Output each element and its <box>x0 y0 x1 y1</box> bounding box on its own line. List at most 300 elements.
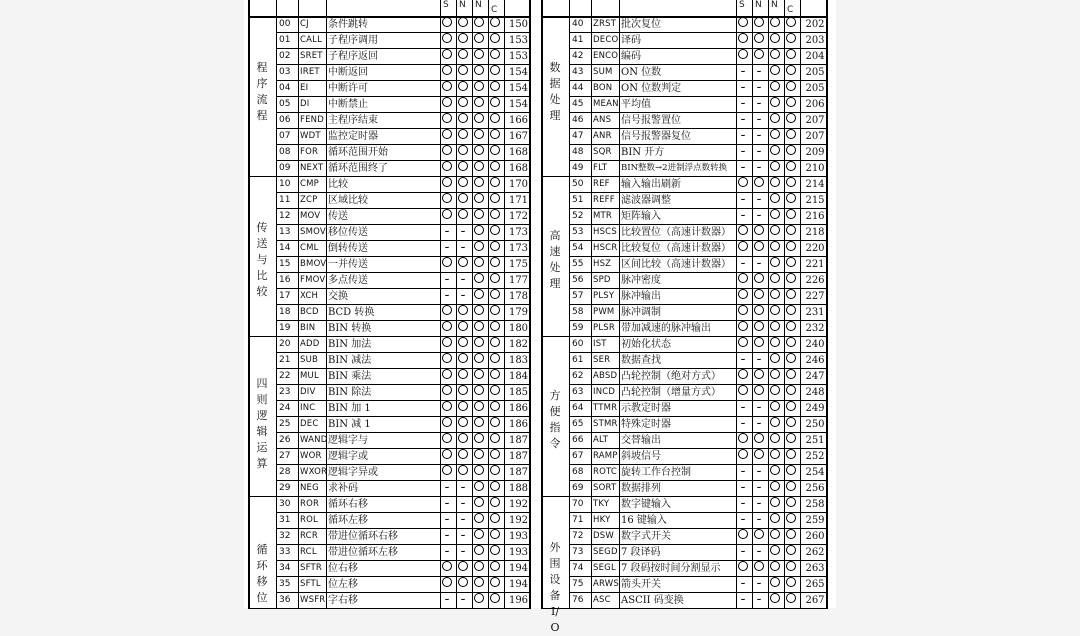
instruction-description: 区域比较 <box>328 195 368 206</box>
mnemonic: INC <box>300 403 316 413</box>
instruction-row <box>276 97 531 113</box>
mnemonic: ZCP <box>300 195 318 205</box>
supported-circle-icon <box>458 417 468 427</box>
supported-circle-icon <box>490 545 500 555</box>
fnc-number: 75 <box>572 579 584 589</box>
instruction-row <box>569 113 828 129</box>
not-supported-dash: – <box>756 195 762 205</box>
fnc-number: 32 <box>279 531 291 541</box>
supported-circle-icon <box>474 225 484 235</box>
mnemonic: ARWS <box>593 579 619 589</box>
not-supported-dash: – <box>460 515 466 525</box>
instruction-row <box>569 353 828 369</box>
supported-circle-icon <box>786 49 796 59</box>
supported-circle-icon <box>458 193 468 203</box>
page-number: 252 <box>805 451 825 462</box>
instruction-description: 中断返回 <box>328 67 368 78</box>
instruction-description: 平均值 <box>621 99 651 110</box>
supported-circle-icon <box>786 577 796 587</box>
instruction-description: 7 段译码 <box>621 547 661 558</box>
supported-circle-icon <box>474 593 484 603</box>
mnemonic: ZRST <box>593 19 617 29</box>
page-number: 248 <box>805 387 825 398</box>
mnemonic: SPD <box>593 275 611 285</box>
instruction-row <box>276 561 531 577</box>
supported-circle-icon <box>458 257 468 267</box>
supported-circle-icon <box>442 113 452 123</box>
page-number: 173 <box>508 227 529 238</box>
supported-circle-icon <box>786 193 796 203</box>
supported-circle-icon <box>442 17 452 27</box>
mnemonic: ABSD <box>593 371 618 381</box>
not-supported-dash: – <box>444 227 450 237</box>
page-number: 188 <box>508 483 529 494</box>
supported-circle-icon <box>770 177 780 187</box>
category-cell <box>248 17 276 177</box>
supported-circle-icon <box>490 337 500 347</box>
supported-circle-icon <box>786 65 796 75</box>
page-number: 186 <box>508 403 529 414</box>
instruction-row <box>276 465 531 481</box>
mnemonic: HKY <box>593 515 611 525</box>
mnemonic: IRET <box>300 67 320 77</box>
supported-circle-icon <box>442 321 452 331</box>
not-supported-dash: – <box>740 147 746 157</box>
not-supported-dash: – <box>756 67 762 77</box>
fnc-number: 62 <box>572 371 584 381</box>
instruction-row <box>569 577 828 593</box>
fnc-number: 66 <box>572 435 584 445</box>
instruction-row <box>569 401 828 417</box>
fnc-number: 59 <box>572 323 584 333</box>
page-number: 204 <box>805 51 825 62</box>
fnc-number: 33 <box>279 547 291 557</box>
supported-circle-icon <box>786 369 796 379</box>
supported-circle-icon <box>770 481 780 491</box>
fnc-number: 04 <box>279 83 291 93</box>
supported-circle-icon <box>754 241 764 251</box>
instruction-description: 输入输出刷新 <box>621 179 681 190</box>
not-supported-dash: – <box>756 499 762 509</box>
supported-circle-icon <box>474 113 484 123</box>
mnemonic: WSFR <box>300 595 326 605</box>
not-supported-dash: – <box>460 291 466 301</box>
page-number: 184 <box>508 371 529 382</box>
fnc-number: 35 <box>279 579 291 589</box>
supported-circle-icon <box>754 385 764 395</box>
instruction-row <box>276 593 531 609</box>
page-number: 194 <box>508 579 529 590</box>
supported-circle-icon <box>442 193 452 203</box>
page-number: 183 <box>508 355 529 366</box>
not-supported-dash: – <box>740 355 746 365</box>
supported-circle-icon <box>474 241 484 251</box>
category-label: 数据处理 <box>549 61 561 122</box>
fnc-number: 76 <box>572 595 584 605</box>
table-border <box>248 0 250 608</box>
supported-circle-icon <box>474 449 484 459</box>
supported-circle-icon <box>490 193 500 203</box>
column-rule <box>504 0 505 608</box>
fnc-number: 47 <box>572 131 584 141</box>
supported-circle-icon <box>754 321 764 331</box>
header-flag-letter: S <box>739 0 745 10</box>
mnemonic: RAMP <box>593 451 618 461</box>
fnc-number: 26 <box>279 435 291 445</box>
page-number: 215 <box>805 195 825 206</box>
fnc-number: 49 <box>572 163 584 173</box>
supported-circle-icon <box>490 481 500 491</box>
category-cell <box>541 177 569 337</box>
not-supported-dash: – <box>740 515 746 525</box>
supported-circle-icon <box>770 513 780 523</box>
fnc-number: 40 <box>572 19 584 29</box>
supported-circle-icon <box>490 113 500 123</box>
instruction-row <box>569 241 828 257</box>
supported-circle-icon <box>458 113 468 123</box>
instruction-row <box>276 497 531 513</box>
supported-circle-icon <box>474 401 484 411</box>
column-rule <box>456 0 457 608</box>
page-number: 205 <box>805 83 825 94</box>
mnemonic: ADD <box>300 339 320 349</box>
not-supported-dash: – <box>444 595 450 605</box>
supported-circle-icon <box>786 513 796 523</box>
mnemonic: BIN <box>300 323 316 333</box>
fnc-number: 20 <box>279 339 291 349</box>
mnemonic: ROR <box>300 499 320 509</box>
category-label: 传送与比较 <box>256 221 268 298</box>
mnemonic: WDT <box>300 131 321 141</box>
instruction-description: 滤波器调整 <box>621 195 671 206</box>
mnemonic: DIV <box>300 387 316 397</box>
supported-circle-icon <box>474 257 484 267</box>
instruction-description: 矩阵输入 <box>621 211 661 222</box>
instruction-description: BIN 除法 <box>328 387 372 398</box>
fnc-number: 22 <box>279 371 291 381</box>
instruction-row <box>569 129 828 145</box>
supported-circle-icon <box>474 289 484 299</box>
left-instruction-table <box>248 0 531 608</box>
instruction-description: 传送 <box>328 211 348 222</box>
supported-circle-icon <box>490 145 500 155</box>
instruction-description: 交换 <box>328 291 348 302</box>
mnemonic: BON <box>593 83 613 93</box>
mnemonic: ANS <box>593 115 612 125</box>
instruction-description: 位左移 <box>328 579 358 590</box>
instruction-description: 箭头开关 <box>621 579 661 590</box>
supported-circle-icon <box>490 401 500 411</box>
not-supported-dash: – <box>444 275 450 285</box>
page-number: 256 <box>805 483 825 494</box>
fnc-number: 11 <box>279 195 291 205</box>
supported-circle-icon <box>738 49 748 59</box>
supported-circle-icon <box>770 129 780 139</box>
supported-circle-icon <box>770 161 780 171</box>
supported-circle-icon <box>474 161 484 171</box>
page-number: 187 <box>508 467 529 478</box>
supported-circle-icon <box>490 449 500 459</box>
instruction-description: 一并传送 <box>328 259 368 270</box>
page-number: 210 <box>805 163 825 174</box>
instruction-row <box>276 401 531 417</box>
supported-circle-icon <box>442 209 452 219</box>
instruction-description: 带进位循环右移 <box>328 531 398 542</box>
instruction-description: 比较复位（高速计数器） <box>621 243 731 254</box>
instruction-row <box>276 305 531 321</box>
mnemonic: EI <box>300 83 309 93</box>
supported-circle-icon <box>738 177 748 187</box>
supported-circle-icon <box>474 65 484 75</box>
supported-circle-icon <box>490 289 500 299</box>
supported-circle-icon <box>770 337 780 347</box>
mnemonic: STMR <box>593 419 618 429</box>
instruction-description: 比较置位（高速计数器） <box>621 227 731 238</box>
page-number: 170 <box>508 179 529 190</box>
instruction-description: 译码 <box>621 35 641 46</box>
instruction-description: 脉冲调制 <box>621 307 661 318</box>
instruction-description: 初始化状态 <box>621 339 671 350</box>
fnc-number: 23 <box>279 387 291 397</box>
supported-circle-icon <box>458 97 468 107</box>
mnemonic: SUB <box>300 355 319 365</box>
instruction-row <box>569 145 828 161</box>
fnc-number: 05 <box>279 99 291 109</box>
supported-circle-icon <box>786 97 796 107</box>
page-number: 177 <box>508 275 529 286</box>
instruction-row <box>569 561 828 577</box>
mnemonic: ROTC <box>593 467 618 477</box>
supported-circle-icon <box>786 465 796 475</box>
supported-circle-icon <box>754 369 764 379</box>
supported-circle-icon <box>770 257 780 267</box>
mnemonic: NEG <box>300 483 319 493</box>
instruction-description: 位右移 <box>328 563 358 574</box>
not-supported-dash: – <box>460 547 466 557</box>
instruction-row <box>569 481 828 497</box>
supported-circle-icon <box>458 465 468 475</box>
page-number: 226 <box>805 275 825 286</box>
supported-circle-icon <box>442 401 452 411</box>
header-flag-letter: C <box>491 5 498 15</box>
not-supported-dash: – <box>460 243 466 253</box>
supported-circle-icon <box>442 449 452 459</box>
mnemonic: REF <box>593 179 610 189</box>
mnemonic: WOR <box>300 451 322 461</box>
not-supported-dash: – <box>756 403 762 413</box>
instruction-row <box>569 161 828 177</box>
mnemonic: SEGD <box>593 547 618 557</box>
mnemonic: FOR <box>300 147 319 157</box>
supported-circle-icon <box>754 17 764 27</box>
fnc-number: 31 <box>279 515 291 525</box>
supported-circle-icon <box>770 193 780 203</box>
not-supported-dash: – <box>740 467 746 477</box>
supported-circle-icon <box>442 161 452 171</box>
instruction-description: 16 键输入 <box>621 515 667 526</box>
not-supported-dash: – <box>756 131 762 141</box>
fnc-number: 70 <box>572 499 584 509</box>
page-number: 150 <box>508 19 529 30</box>
mnemonic: HSCR <box>593 243 618 253</box>
mnemonic: SFTR <box>300 563 323 573</box>
instruction-description: 子程序返回 <box>328 51 378 62</box>
fnc-number: 65 <box>572 419 584 429</box>
instruction-row <box>276 273 531 289</box>
instruction-description: 编码 <box>621 51 641 62</box>
page-number: 196 <box>508 595 529 606</box>
supported-circle-icon <box>786 481 796 491</box>
instruction-row <box>276 513 531 529</box>
supported-circle-icon <box>770 241 780 251</box>
instruction-description: 批次复位 <box>621 19 661 30</box>
supported-circle-icon <box>786 593 796 603</box>
supported-circle-icon <box>786 561 796 571</box>
instruction-row <box>276 225 531 241</box>
page-number: 251 <box>805 435 825 446</box>
mnemonic: SER <box>593 355 611 365</box>
instruction-row <box>276 17 531 33</box>
instruction-row <box>569 513 828 529</box>
supported-circle-icon <box>442 81 452 91</box>
instruction-row <box>569 369 828 385</box>
page-number: 206 <box>805 99 825 110</box>
page-number: 185 <box>508 387 529 398</box>
fnc-number: 52 <box>572 211 584 221</box>
not-supported-dash: – <box>740 99 746 109</box>
mnemonic: DECO <box>593 35 619 45</box>
not-supported-dash: – <box>444 531 450 541</box>
instruction-row <box>569 385 828 401</box>
supported-circle-icon <box>442 49 452 59</box>
supported-circle-icon <box>786 433 796 443</box>
mnemonic: BMOV <box>300 259 327 269</box>
supported-circle-icon <box>490 321 500 331</box>
mnemonic: SORT <box>593 483 617 493</box>
supported-circle-icon <box>474 433 484 443</box>
supported-circle-icon <box>770 209 780 219</box>
fnc-number: 12 <box>279 211 291 221</box>
instruction-description: 逻辑字或 <box>328 451 368 462</box>
supported-circle-icon <box>754 33 764 43</box>
category-cell <box>541 497 569 634</box>
supported-circle-icon <box>786 273 796 283</box>
supported-circle-icon <box>458 337 468 347</box>
supported-circle-icon <box>490 497 500 507</box>
instruction-description: 循环范围开始 <box>328 147 388 158</box>
page-number: 207 <box>805 115 825 126</box>
instruction-description: BIN 加法 <box>328 339 372 350</box>
instruction-row <box>569 465 828 481</box>
supported-circle-icon <box>770 49 780 59</box>
supported-circle-icon <box>770 113 780 123</box>
instruction-row <box>569 433 828 449</box>
mnemonic: ROL <box>300 515 318 525</box>
supported-circle-icon <box>474 353 484 363</box>
supported-circle-icon <box>458 353 468 363</box>
mnemonic: IST <box>593 339 607 349</box>
column-rule <box>800 0 801 608</box>
mnemonic: SEGL <box>593 563 616 573</box>
page-number: 187 <box>508 435 529 446</box>
column-rule <box>472 0 473 608</box>
supported-circle-icon <box>490 81 500 91</box>
instruction-description: 信号报警器复位 <box>621 131 691 142</box>
mnemonic: DEC <box>300 419 319 429</box>
page-number: 259 <box>805 515 825 526</box>
instruction-description: 区间比较（高速计数器） <box>621 259 731 270</box>
supported-circle-icon <box>458 33 468 43</box>
instruction-description: 数字键输入 <box>621 499 671 510</box>
not-supported-dash: – <box>756 579 762 589</box>
not-supported-dash: – <box>460 275 466 285</box>
fnc-number: 44 <box>572 83 584 93</box>
page-number: 186 <box>508 419 529 430</box>
instruction-row <box>569 321 828 337</box>
supported-circle-icon <box>770 65 780 75</box>
instruction-row <box>569 209 828 225</box>
mnemonic: ASC <box>593 595 611 605</box>
not-supported-dash: – <box>460 483 466 493</box>
supported-circle-icon <box>754 433 764 443</box>
instruction-row <box>276 33 531 49</box>
fnc-number: 50 <box>572 179 584 189</box>
instruction-description: BIN 转换 <box>328 323 372 334</box>
page-number: 178 <box>508 291 529 302</box>
supported-circle-icon <box>490 49 500 59</box>
fnc-number: 14 <box>279 243 291 253</box>
instruction-row <box>569 273 828 289</box>
supported-circle-icon <box>770 369 780 379</box>
column-rule <box>591 0 592 608</box>
supported-circle-icon <box>442 129 452 139</box>
instruction-row <box>276 65 531 81</box>
instruction-row <box>276 337 531 353</box>
supported-circle-icon <box>770 529 780 539</box>
supported-circle-icon <box>490 353 500 363</box>
instruction-row <box>569 193 828 209</box>
supported-circle-icon <box>474 385 484 395</box>
instruction-description: BIN 减 1 <box>328 419 371 430</box>
instruction-row <box>276 481 531 497</box>
fnc-number: 06 <box>279 115 291 125</box>
supported-circle-icon <box>458 385 468 395</box>
not-supported-dash: – <box>444 515 450 525</box>
instruction-row <box>276 417 531 433</box>
page-number: 247 <box>805 371 825 382</box>
fnc-number: 57 <box>572 291 584 301</box>
not-supported-dash: – <box>756 483 762 493</box>
supported-circle-icon <box>474 209 484 219</box>
supported-circle-icon <box>786 33 796 43</box>
not-supported-dash: – <box>756 147 762 157</box>
mnemonic: SMOV <box>300 227 326 237</box>
supported-circle-icon <box>490 241 500 251</box>
instruction-row <box>276 529 531 545</box>
mnemonic: PLSY <box>593 291 615 301</box>
page-number: 207 <box>805 131 825 142</box>
supported-circle-icon <box>474 273 484 283</box>
supported-circle-icon <box>770 593 780 603</box>
supported-circle-icon <box>770 305 780 315</box>
mnemonic: SRET <box>300 51 323 61</box>
table-border <box>826 0 828 608</box>
page-number: 153 <box>508 35 529 46</box>
supported-circle-icon <box>770 353 780 363</box>
instruction-row <box>569 497 828 513</box>
supported-circle-icon <box>754 337 764 347</box>
instruction-description: BIN 减法 <box>328 355 372 366</box>
